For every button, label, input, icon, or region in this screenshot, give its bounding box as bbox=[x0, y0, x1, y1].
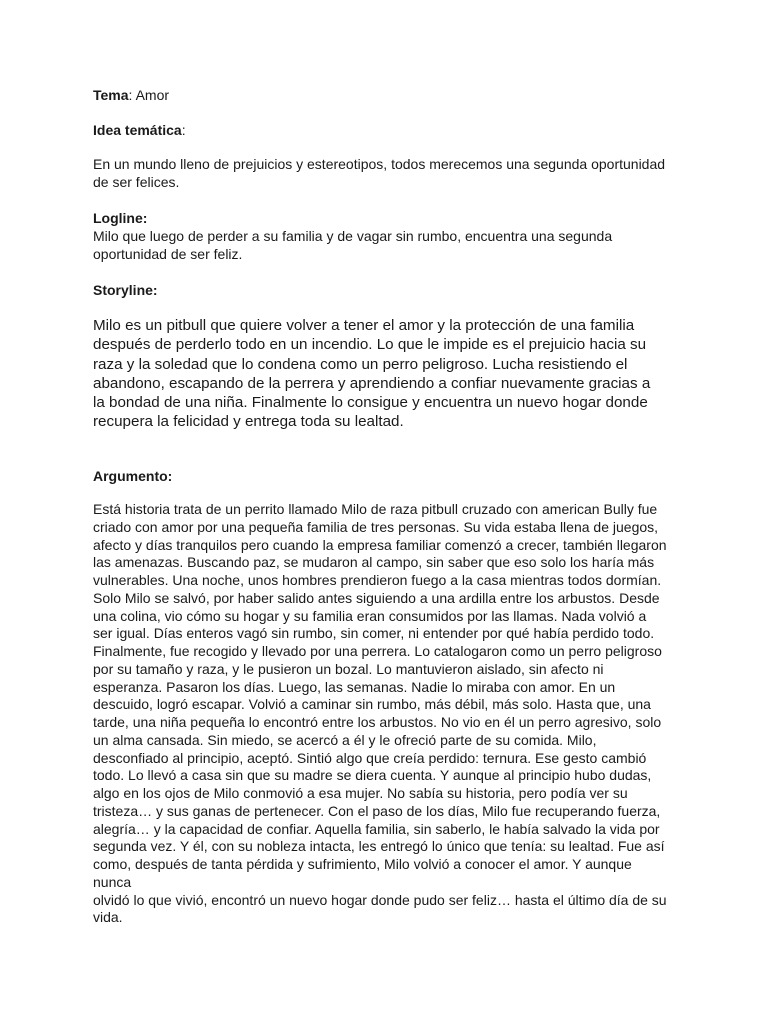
argumento-line: vulnerables. Una noche, unos hombres prendieron fuego a la casa mientras todos dormían. bbox=[93, 572, 662, 588]
argumento-line: Finalmente, fue recogido y llevado por una perrera. Lo catalogaron como un perro peligroso bbox=[93, 643, 662, 659]
argumento-line: descuido, logró escapar. Volvió a caminar sin rumbo, más débil, más solo. Hasta que, una bbox=[93, 696, 651, 713]
tema-label: Tema bbox=[93, 87, 129, 103]
storyline-line: abandono, escapando de la perrera y aprendiendo a confiar nuevamente gracias a bbox=[93, 374, 651, 392]
argumento-line: como, después de tanta pérdida y sufrimiento, Milo volvió a conocer el amor. Y aunque bbox=[93, 856, 632, 872]
argumento-line: Solo Milo se salvó, por haber salido antes siguiendo a una ardilla entre los arbustos. Desde bbox=[93, 589, 660, 606]
argumento-line: tarde, una niña pequeña lo encontró entre los arbustos. No vio en él un perro agresivo, solo bbox=[93, 714, 662, 730]
argumento-line: alegría… y la capacidad de confiar. Aquella familia, sin saberlo, le había salvado la vida por bbox=[93, 820, 660, 837]
idea-tematica-heading bbox=[93, 121, 186, 139]
argumento-line: un alma cansada. Sin miedo, se acercó a él y le ofreció parte de su comida. Milo, bbox=[93, 731, 597, 748]
tema-line bbox=[93, 86, 169, 104]
argumento-text bbox=[93, 501, 667, 927]
storyline-line: la bondad de una niña. Finalmente lo consigue y encuentra un nuevo hogar donde bbox=[93, 394, 648, 412]
argumento-line: nunca bbox=[93, 873, 132, 890]
argumento-line: afecto y días tranquilos pero cuando la empresa familiar comenzó a crecer, también llegaron bbox=[93, 536, 667, 553]
argumento-line: ser igual. Días enteros vagó sin rumbo, sin comer, ni entender por qué había perdido todo. bbox=[93, 625, 655, 642]
argumento-line: vida. bbox=[93, 909, 123, 926]
logline-heading: Logline: bbox=[93, 210, 148, 226]
tema-separator: : bbox=[128, 87, 136, 103]
idea-tematica-label: Idea temática bbox=[93, 122, 182, 138]
logline-line: Milo que luego de perder a su familia y de vagar sin rumbo, encuentra una segunda bbox=[93, 228, 613, 244]
idea-line: En un mundo lleno de prejuicios y estereotipos, todos merecemos una segunda oportunidad bbox=[93, 156, 666, 172]
storyline-line: recupera la felicidad y entrega toda su lealtad. bbox=[93, 413, 404, 431]
storyline-text bbox=[93, 316, 650, 432]
argumento-heading: Argumento: bbox=[93, 468, 173, 484]
idea-tematica-text bbox=[93, 155, 665, 191]
argumento-line: esperanza. Pasaron los días. Luego, las semanas. Nadie lo miraba con amor. En un bbox=[93, 678, 616, 695]
storyline-heading: Storyline: bbox=[93, 282, 158, 298]
storyline-line: Milo es un pitbull que quiere volver a tener el amor y la protección de una familia bbox=[93, 317, 635, 334]
argumento-line: tristeza… y sus ganas de pertenecer. Con el paso de los días, Milo fue recuperando fuerza, bbox=[93, 802, 661, 819]
storyline-line: después de perderlo todo en un incendio. Lo que le impide es el prejuicio hacia su bbox=[93, 336, 647, 354]
argumento-line: las amenazas. Buscando paz, se mudaron al campo, sin saber que eso solo los haría más bbox=[93, 554, 655, 571]
argumento-line: Está historia trata de un perrito llamado Milo de raza pitbull cruzado con american Bully fue bbox=[93, 501, 658, 517]
argumento-line: desconfiado al principio, aceptó. Sintió algo que creía perdido: ternura. Ese gesto cambió bbox=[93, 749, 647, 766]
tema-value: Amor bbox=[135, 87, 170, 103]
argumento-line: olvidó lo que vivió, encontró un nuevo hogar donde pudo ser feliz… hasta el último día de su bbox=[93, 891, 667, 908]
idea-line: de ser felices. bbox=[93, 174, 180, 190]
logline-line: oportunidad de ser feliz. bbox=[93, 246, 243, 262]
storyline-line: raza y la soledad que lo condena como un perro peligroso. Lucha resistiendo el bbox=[93, 355, 628, 373]
argumento-line: todo. Lo llevó a casa sin que su madre se diera cuenta. Y aunque al principio hubo dudas, bbox=[93, 767, 652, 784]
argumento-line: una colina, vio cómo su hogar y su familia eran consumidos por las llamas. Nada volvió a bbox=[93, 607, 647, 624]
argumento-line: segunda vez. Y él, con su nobleza intacta, les entregó lo único que tenía: su lealtad. Fue así bbox=[93, 838, 665, 855]
argumento-line: criado con amor por una pequeña familia de tres personas. Su vida estaba llena de juegos, bbox=[93, 518, 659, 535]
idea-tematica-separator: : bbox=[181, 122, 186, 138]
argumento-line: por su tamaño y raza, y le pusieron un bozal. Lo mantuvieron aislado, sin afecto ni bbox=[93, 660, 604, 677]
argumento-line: algo en los ojos de Milo conmovió a esa mujer. No sabía su historia, pero podía ver su bbox=[93, 785, 628, 801]
logline-text bbox=[93, 227, 612, 263]
